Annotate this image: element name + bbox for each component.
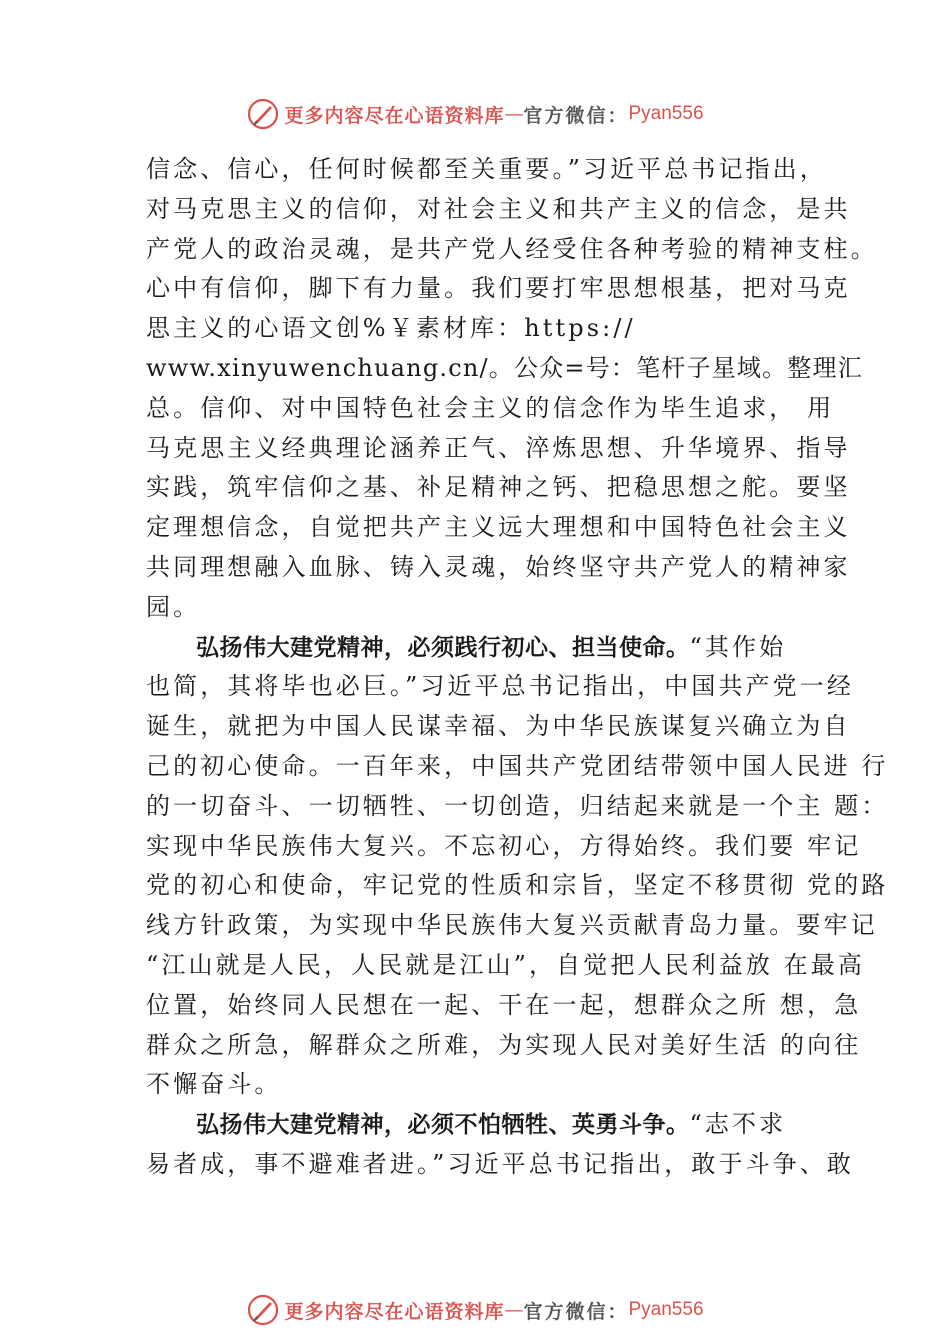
text-line: www.xinyuwenchuang.cn/。公众=号：笔杆子星域。整理汇 bbox=[146, 353, 863, 382]
text-line: 园。 bbox=[146, 592, 201, 621]
text-line: 共同理想融入血脉、铸入灵魂，始终坚守共产党人的精神家 bbox=[146, 552, 851, 581]
document-body bbox=[146, 150, 889, 1185]
text-line: “江山就是人民，人民就是江山”，自觉把人民利益放 在最高 bbox=[146, 950, 865, 979]
quill-logo-icon bbox=[246, 1293, 280, 1327]
text-line: 实践，筑牢信仰之基、补足精神之钙、把稳思想之舵。要坚 bbox=[146, 473, 851, 502]
text-line: 党的初心和使命，牢记党的性质和宗旨，坚定不移贯彻 党的路 bbox=[146, 871, 889, 900]
text-line: 心中有信仰，脚下有力量。我们要打牢思想根基，把对马克 bbox=[146, 274, 851, 303]
text-line: 实现中华民族伟大复兴。不忘初心，方得始终。我们要 牢记 bbox=[146, 831, 862, 860]
footer-brand: 更多内容尽在心语资料库 bbox=[284, 1300, 505, 1323]
text-line: 群众之所急，解群众之所难，为实现人民对美好生活 的向往 bbox=[146, 1030, 862, 1059]
text-line: 定理想信念，自觉把共产主义远大理想和中国特色社会主义 bbox=[146, 513, 851, 542]
text-line: 总。信仰、对中国特色社会主义的信念作为毕生追求， 用 bbox=[146, 393, 835, 422]
text-line: 易者成，事不避难者进。”习近平总书记指出，敢于斗争、敢 bbox=[146, 1149, 854, 1178]
paragraph-3 bbox=[146, 1105, 854, 1185]
text-line: 线方针政策，为实现中华民族伟大复兴贡献青岛力量。要牢记 bbox=[146, 911, 878, 940]
header-wechat-id: Pyan556 bbox=[628, 103, 704, 124]
header-banner bbox=[0, 94, 950, 134]
footer-banner bbox=[0, 1290, 950, 1330]
text-line: 马克思主义经典理论涵养正气、淬炼思想、升华境界、指导 bbox=[146, 433, 851, 462]
paragraph-2 bbox=[146, 628, 889, 1106]
text-line: 产党人的政治灵魂，是共产党人经受住各种考验的精神支柱。 bbox=[146, 234, 878, 263]
footer-dash: — bbox=[504, 1299, 524, 1321]
text-line: 信念、信心，任何时候都至关重要。”习近平总书记指出， bbox=[146, 155, 827, 183]
text-line: 也简，其将毕也必巨。”习近平总书记指出，中国共产党一经 bbox=[146, 672, 854, 701]
paragraph-1 bbox=[146, 150, 878, 628]
footer-wechat-id: Pyan556 bbox=[628, 1299, 704, 1320]
text-line bbox=[146, 1105, 846, 1145]
text-line: 对马克思主义的信仰，对社会主义和共产主义的信念，是共 bbox=[146, 194, 851, 223]
header-wechat-label: 官方微信： bbox=[523, 104, 629, 127]
quote-start: “志不求 bbox=[689, 1110, 787, 1139]
quill-logo-icon bbox=[246, 97, 280, 131]
text-line: 的一切奋斗、一切牺牲、一切创造，归结起来就是一个主 题： bbox=[146, 791, 889, 820]
text-line: 不懈奋斗。 bbox=[146, 1070, 282, 1099]
text-line: 诞生，就把为中国人民谋幸福、为中华民族谋复兴确立为自 bbox=[146, 712, 851, 741]
header-brand: 更多内容尽在心语资料库 bbox=[284, 104, 505, 127]
quote-start: “其作始 bbox=[689, 632, 787, 661]
paragraph-heading: 弘扬伟大建党精神，必须不怕牺牲、英勇斗争。 bbox=[196, 1112, 690, 1139]
footer-wechat-label: 官方微信： bbox=[523, 1300, 629, 1323]
text-line: 己的初心使命。一百年来，中国共产党团结带领中国人民进 行 bbox=[146, 751, 889, 780]
text-line: 位置，始终同人民想在一起、干在一起，想群众之所 想，急 bbox=[146, 990, 862, 1019]
text-line bbox=[146, 628, 846, 668]
text-line: 思主义的心语文创%￥素材库：https:// bbox=[146, 314, 636, 343]
header-dash: — bbox=[504, 103, 524, 125]
paragraph-heading: 弘扬伟大建党精神，必须践行初心、担当使命。 bbox=[196, 634, 690, 661]
